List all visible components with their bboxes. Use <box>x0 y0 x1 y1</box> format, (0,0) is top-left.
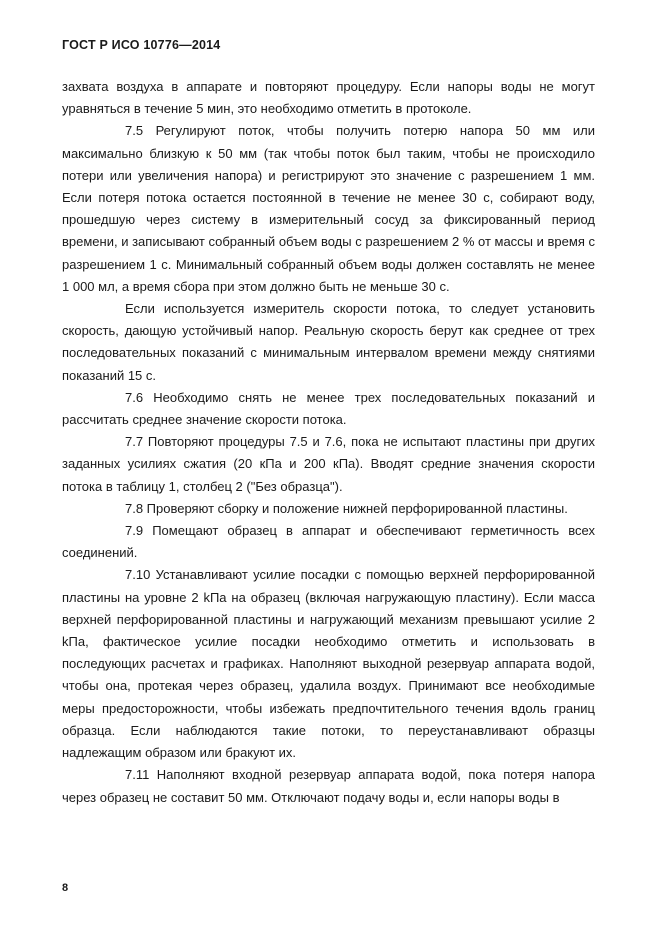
document-header: ГОСТ Р ИСО 10776—2014 <box>62 38 221 52</box>
paragraph-7-5: 7.5 Регулируют поток, чтобы получить потерю напора 50 мм или максимально близкую к 50 мм (так чтобы поток был таким, чтобы не происходило потери или увеличения напора) и регистрируют это значение с разрешением 1 мм. Если потеря потока остается постоянной в течение не менее 30 с, собирают воду, прошедшую через систему в измерительный сосуд за фиксированный период времени, и записывают собранный объем воды с разрешением 2 % от массы и время с разрешением 1 с. Минимальный собранный объем воды должен составлять не менее 1 000 мл, а время сбора при этом должно быть не меньше 30 с. <box>62 123 595 294</box>
paragraph-flow-meter: Если используется измеритель скорости потока, то следует установить скорость, дающую устойчивый напор. Реальную скорость берут как среднее от трех последовательных показаний с минимальным интервалом времени между снятиями показаний 15 с. <box>62 301 595 383</box>
paragraph-7-11: 7.11 Наполняют входной резервуар аппарата водой, пока потеря напора через образец не составит 50 мм. Отключают подачу воды и, если напоры воды в <box>62 767 595 805</box>
paragraph-7-9: 7.9 Помещают образец в аппарат и обеспечивают герметичность всех соединений. <box>62 523 595 561</box>
page-number: 8 <box>62 882 69 894</box>
paragraph-7-6: 7.6 Необходимо снять не менее трех последовательных показаний и рассчитать среднее значение скорости потока. <box>62 389 595 428</box>
document-body <box>62 76 595 809</box>
paragraph-7-8: 7.8 Проверяют сборку и положение нижней перфорированной пластины. <box>125 500 568 516</box>
paragraph-7-7: 7.7 Повторяют процедуры 7.5 и 7.6, пока не испытают пластины при других заданных усилиях сжатия (20 кПа и 200 кПа). Вводят средние значения скорости потока в таблицу 1, столбец 2 ("Без образца"). <box>62 434 595 494</box>
paragraph-7-10: 7.10 Устанавливают усилие посадки с помощью верхней перфорированной пластины на уровне 2 kПа на образец (включая нагружающую пластину). Если масса верхней перфорированной пластины и нагружающий механизм превышают усилие 2 kПа, фактическое усилие посадки необходимо отметить и использовать в последующих расчетах и графиках. Наполняют выходной резервуар аппарата водой, чтобы она, протекая через образец, удалила воздух. Принимают все необходимые меры предосторожности, чтобы избежать предпочтительного течения вдоль границ образца. Если наблюдаются такие потоки, то переустанавливают образцы надлежащим образом или бракуют их. <box>62 567 595 761</box>
paragraph-continuation: захвата воздуха в аппарате и повторяют процедуру. Если напоры воды не могут уравняться в течение 5 мин, это необходимо отметить в протоколе. <box>62 79 595 117</box>
